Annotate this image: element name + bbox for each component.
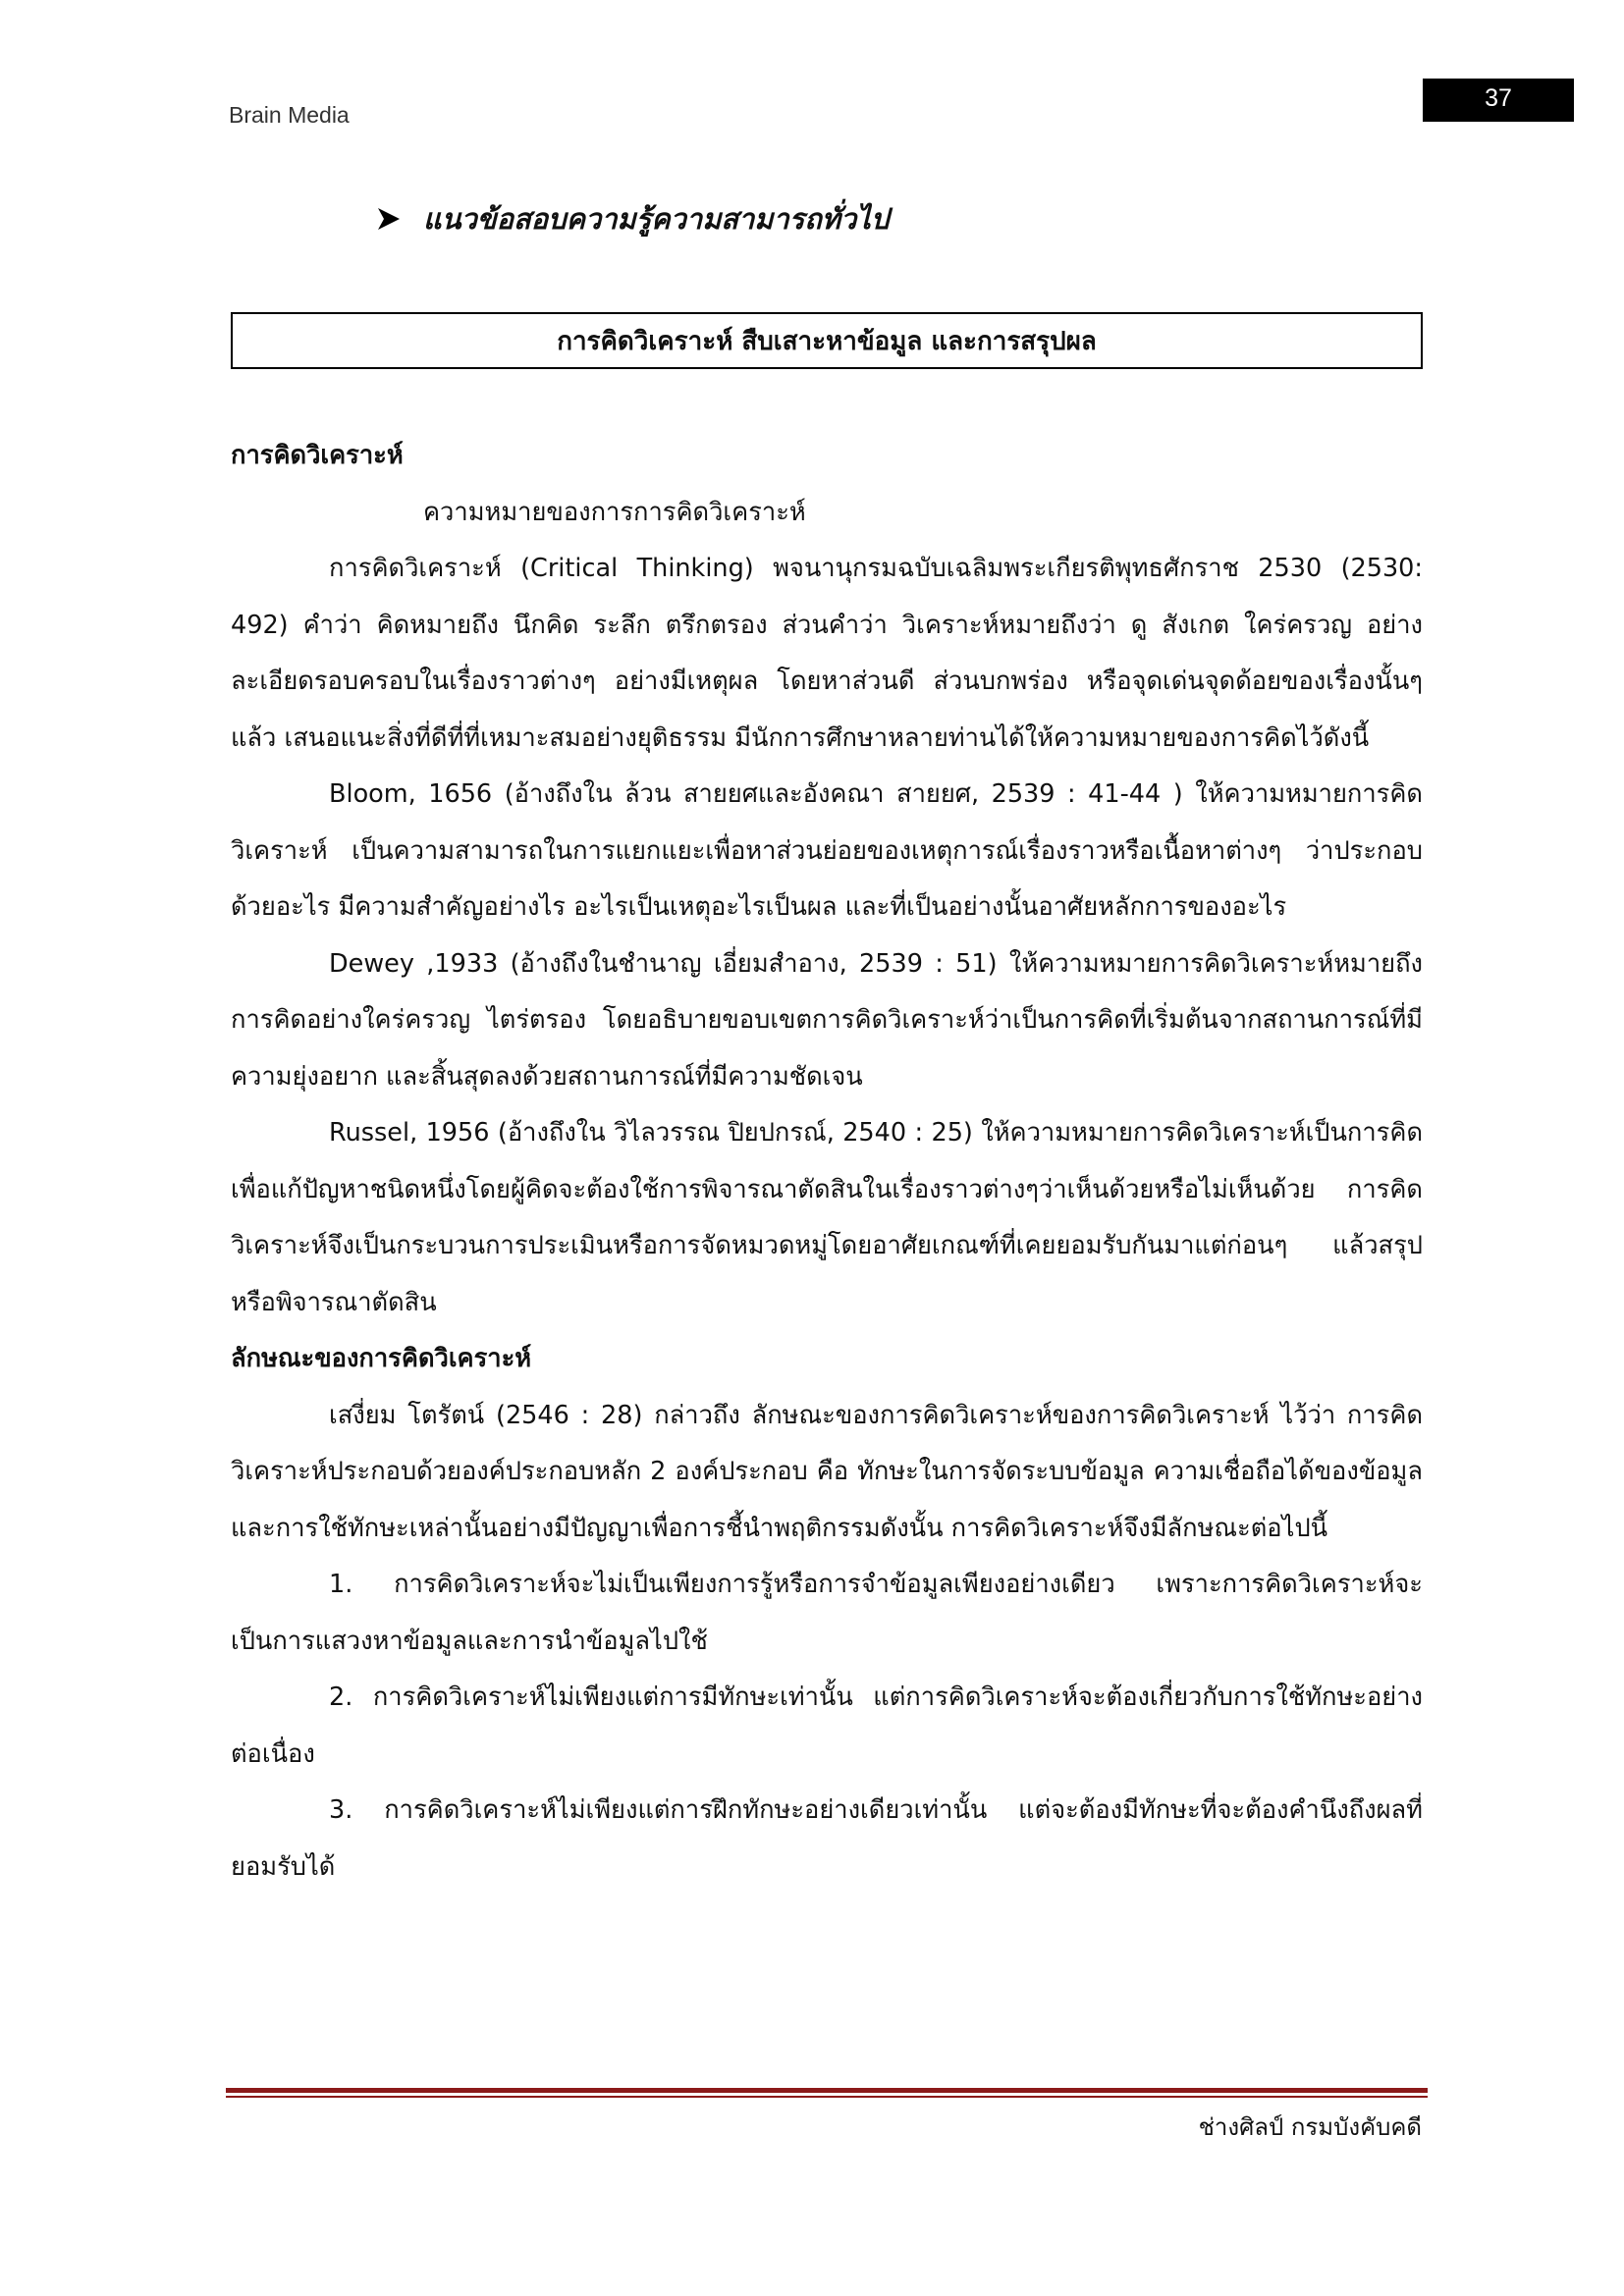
footer-divider-thick [226, 2088, 1428, 2093]
list-item-2: 2. การคิดวิเคราะห์ไม่เพียงแต่การมีทักษะเท่านั้น แต่การคิดวิเคราะห์จะต้องเกี่ยวกับการใช้ทักษะอย่างต่อเนื่อง [231, 1682, 1423, 1769]
list-item-1: 1. การคิดวิเคราะห์จะไม่เป็นเพียงการรู้หรือการจำข้อมูลเพียงอย่างเดียว เพราะการคิดวิเคราะห์จะเป็นการแสวงหาข้อมูลและการนำข้อมูลไปใช้ [231, 1570, 1423, 1656]
header-brand: Brain Media [229, 102, 350, 128]
arrow-right-icon [376, 206, 402, 232]
section-heading-text: แนวข้อสอบความรู้ความสามารถทั่วไป [423, 202, 890, 236]
heading-critical-thinking: การคิดวิเคราะห์ [231, 441, 404, 470]
heading-characteristics: ลักษณะของการคิดวิเคราะห์ [231, 1344, 532, 1373]
paragraph-russel: Russel, 1956 (อ้างถึงใน วิไลวรรณ ปิยปกรณ์, 2540 : 25) ให้ความหมายการคิดวิเคราะห์เป็นการคิดเพื่อแก้ปัญหาชนิดหนึ่งโดยผู้คิดจะต้องใช้การพิจารณาตัดสินในเรื่องราวต่างๆว่าเห็นด้วยหรือไม่เห็นด้วย การคิดวิเคราะห์จึงเป็นกระบวนการประเมินหรือการจัดหมวดหมู่โดยอาศัยเกณฑ์ที่เคยยอมรับกันมาแต่ก่อนๆ แล้วสรุปหรือพิจารณาตัดสิน [231, 1118, 1423, 1317]
footer-text: ช่างศิลป์ กรมบังคับคดี [1198, 2113, 1422, 2141]
topic-title-box [231, 312, 1423, 369]
list-item-3: 3. การคิดวิเคราะห์ไม่เพียงแต่การฝึกทักษะอย่างเดียวเท่านั้น แต่จะต้องมีทักษะที่จะต้องคำนึงถึงผลที่ยอมรับได้ [231, 1795, 1423, 1882]
topic-title: การคิดวิเคราะห์ สืบเสาะหาข้อมูล และการสรุปผล [557, 326, 1097, 356]
paragraph-bloom: Bloom, 1656 (อ้างถึงใน ล้วน สายยศและอังคณา สายยศ, 2539 : 41-44 ) ให้ความหมายการคิดวิเคราะห์ เป็นความสามารถในการแยกแยะเพื่อหาส่วนย่อยของเหตุการณ์เรื่องราวหรือเนื้อหาต่างๆ ว่าประกอบด้วยอะไร มีความสำคัญอย่างไร อะไรเป็นเหตุอะไรเป็นผล และที่เป็นอย่างนั้นอาศัยหลักการของอะไร [231, 779, 1423, 922]
paragraph-definition: การคิดวิเคราะห์ (Critical Thinking) พจนานุกรมฉบับเฉลิมพระเกียรติพุทธศักราช 2530 (2530: 492) คำว่า คิดหมายถึง นึกคิด ระลึก ตรึกตรอง ส่วนคำว่า วิเคราะห์หมายถึงว่า ดู สังเกต ใคร่ครวญ อย่างละเอียดรอบครอบในเรื่องราวต่างๆ อย่างมีเหตุผล โดยหาส่วนดี ส่วนบกพร่อง หรือจุดเด่นจุดด้อยของเรื่องนั้นๆ แล้ว เสนอแนะสิ่งที่ดีที่ที่เหมาะสมอย่างยุติธรรม มีนักการศึกษาหลายท่านได้ให้ความหมายของการคิดไว้ดังนี้ [231, 554, 1423, 753]
subheading-meaning: ความหมายของการการคิดวิเคราะห์ [423, 497, 806, 527]
page-number: 37 [1423, 79, 1574, 122]
section-heading [376, 196, 889, 241]
paragraph-dewey: Dewey ,1933 (อ้างถึงในชำนาญ เอี่ยมสำอาง, 2539 : 51) ให้ความหมายการคิดวิเคราะห์หมายถึง การคิดอย่างใคร่ครวญ ไตร่ตรอง โดยอธิบายขอบเขตการคิดวิเคราะห์ว่าเป็นการคิดที่เริ่มต้นจากสถานการณ์ที่มีความยุ่งอยาก และสิ้นสุดลงด้วยสถานการณ์ที่มีความชัดเจน [231, 948, 1423, 1092]
main-content [231, 428, 1423, 1896]
paragraph-characteristics: เสงี่ยม โตรัตน์ (2546 : 28) กล่าวถึง ลักษณะของการคิดวิเคราะห์ของการคิดวิเคราะห์ ไว้ว่า การคิดวิเคราะห์ประกอบด้วยองค์ประกอบหลัก 2 องค์ประกอบ คือ ทักษะในการจัดระบบข้อมูล ความเชื่อถือได้ของข้อมูล และการใช้ทักษะเหล่านั้นอย่างมีปัญญาเพื่อการชี้นำพฤติกรรมดังนั้น การคิดวิเคราะห์จึงมีลักษณะต่อไปนี้ [231, 1400, 1423, 1543]
footer-divider-thin [226, 2096, 1428, 2098]
